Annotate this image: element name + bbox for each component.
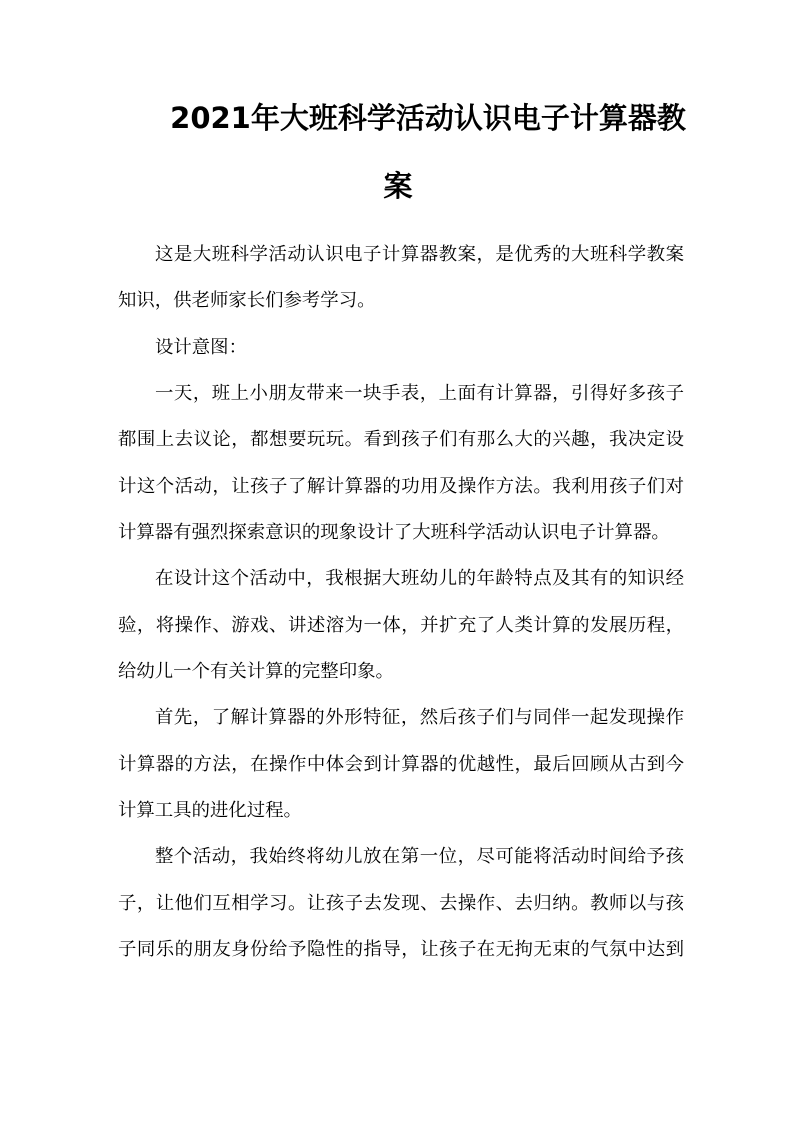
body-text-line: 设计意图：	[155, 336, 247, 358]
body-text-line: 计算工具的进化过程。	[118, 800, 302, 822]
body-text-line: 计算器的方法，在操作中体会到计算器的优越性，最后回顾从古到今	[118, 753, 684, 775]
body-text-line: 都围上去议论，都想要玩玩。看到孩子们有那么大的兴趣，我决定设	[118, 429, 684, 451]
body-text-line: 子，让他们互相学习。让孩子去发现、去操作、去归纳。教师以与孩	[118, 892, 684, 914]
body-text-line: 在设计这个活动中，我根据大班幼儿的年龄特点及其有的知识经	[155, 568, 684, 590]
body-text-line: 计算器有强烈探索意识的现象设计了大班科学活动认识电子计算器。	[118, 522, 670, 544]
body-text-line: 计这个活动，让孩子了解计算器的功用及操作方法。我利用孩子们对	[118, 475, 684, 497]
document-body	[118, 232, 684, 974]
document-title-line-2: 案	[383, 169, 413, 203]
body-text-line: 整个活动，我始终将幼儿放在第一位，尽可能将活动时间给予孩	[155, 846, 684, 868]
body-text-line: 给幼儿一个有关计算的完整印象。	[118, 661, 394, 683]
body-text-line: 验，将操作、游戏、讲述溶为一体，并扩充了人类计算的发展历程，	[118, 614, 684, 636]
body-text-line: 知识，供老师家长们参考学习。	[118, 290, 376, 312]
body-text-line: 子同乐的朋友身份给予隐性的指导，让孩子在无拘无束的气氛中达到	[118, 939, 684, 961]
body-text-line: 首先，了解计算器的外形特征，然后孩子们与同伴一起发现操作	[155, 707, 684, 729]
body-text-line: 一天，班上小朋友带来一块手表，上面有计算器，引得好多孩子	[155, 383, 684, 405]
body-text-line: 这是大班科学活动认识电子计算器教案，是优秀的大班科学教案	[155, 244, 684, 265]
document-title-line-1: 2021年大班科学活动认识电子计算器教	[170, 101, 686, 135]
